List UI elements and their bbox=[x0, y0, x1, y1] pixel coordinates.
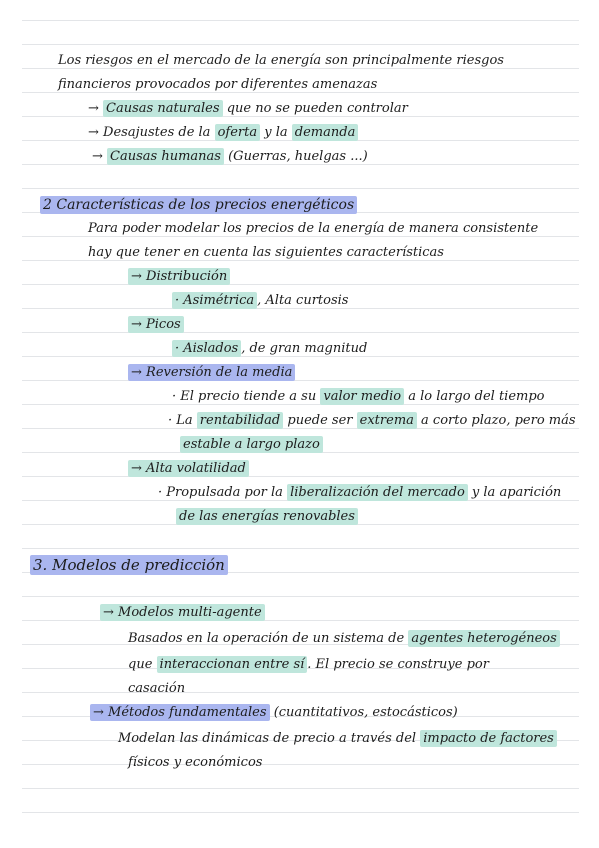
multi-agente-label-text: → Modelos multi-agente bbox=[100, 604, 265, 621]
highlight-valor-medio: valor medio bbox=[320, 388, 404, 405]
highlight-causas-humanas: Causas humanas bbox=[107, 148, 224, 165]
reversion-line-2 bbox=[168, 412, 576, 430]
volatilidad-label-text: → Alta volatilidad bbox=[128, 460, 249, 477]
ruled-line bbox=[22, 332, 579, 333]
fundamentales-label-rest: (cuantitativos, estocásticos) bbox=[273, 705, 458, 720]
volatilidad-line-1 bbox=[158, 484, 561, 502]
ruled-line bbox=[22, 476, 579, 477]
risk-human-rest: (Guerras, huelgas ...) bbox=[228, 149, 368, 164]
ruled-line bbox=[22, 548, 579, 549]
multi-l2-pre: que bbox=[128, 657, 153, 672]
section-3-heading bbox=[30, 556, 228, 574]
volatilidad-l1-post: y la aparición bbox=[471, 485, 562, 500]
reversion-label-text: → Reversión de la media bbox=[128, 364, 295, 381]
risk-desajustes-mid: y la bbox=[264, 125, 288, 140]
reversion-l2-mid: puede ser bbox=[287, 413, 353, 428]
risk-human bbox=[92, 148, 368, 166]
reversion-l1-pre: · El precio tiende a su bbox=[172, 389, 317, 404]
highlight-oferta: oferta bbox=[215, 124, 261, 141]
highlight-rentabilidad: rentabilidad bbox=[197, 412, 283, 429]
highlight-interaccionan: interaccionan entre sí bbox=[157, 656, 308, 673]
section-2-heading bbox=[40, 196, 357, 214]
ruled-line bbox=[22, 788, 579, 789]
picos-label bbox=[128, 316, 184, 334]
distribucion-detail bbox=[172, 292, 348, 310]
highlight-demanda: demanda bbox=[292, 124, 359, 141]
picos-detail-rest: , de gran magnitud bbox=[241, 341, 368, 356]
intro-line-2: financieros provocados por diferentes amenazas bbox=[58, 77, 378, 92]
reversion-l1-post: a lo largo del tiempo bbox=[408, 389, 545, 404]
reversion-line-3 bbox=[180, 436, 323, 454]
risk-desajustes bbox=[88, 124, 358, 142]
risk-natural-rest: que no se pueden controlar bbox=[226, 101, 408, 116]
distribucion-detail-rest: , Alta curtosis bbox=[257, 293, 349, 308]
fundamentales-l1-pre: Modelan las dinámicas de precio a través del bbox=[118, 731, 417, 746]
multi-agente-line-2 bbox=[128, 656, 489, 674]
distribucion-label-text: → Distribución bbox=[128, 268, 230, 285]
highlight-asimetrica: · Asimétrica bbox=[172, 292, 257, 309]
multi-agente-label bbox=[100, 604, 265, 622]
reversion-l2-post: a corto plazo, pero más bbox=[421, 413, 576, 428]
ruled-line bbox=[22, 284, 579, 285]
volatilidad-line-2 bbox=[176, 508, 358, 526]
highlight-impacto-factores: impacto de factores bbox=[420, 730, 557, 747]
ruled-line bbox=[22, 380, 579, 381]
fundamentales-label bbox=[90, 704, 458, 722]
intro-line-1: Los riesgos en el mercado de la energía son principalmente riesgos bbox=[58, 53, 504, 68]
fundamentales-label-text: → Métodos fundamentales bbox=[90, 704, 270, 721]
picos-label-text: → Picos bbox=[128, 316, 184, 333]
ruled-line bbox=[22, 44, 579, 45]
highlight-extrema: extrema bbox=[357, 412, 417, 429]
reversion-line-1 bbox=[172, 388, 545, 406]
ruled-line bbox=[22, 812, 579, 813]
distribucion-label bbox=[128, 268, 230, 286]
fundamentales-line-1 bbox=[118, 730, 557, 748]
ruled-line bbox=[22, 20, 579, 21]
highlight-estable: estable a largo plazo bbox=[180, 436, 323, 453]
multi-l1-pre: Basados en la operación de un sistema de bbox=[128, 631, 405, 646]
volatilidad-l1-pre: · Propulsada por la bbox=[158, 485, 283, 500]
picos-detail bbox=[172, 340, 367, 358]
arrow-icon: → bbox=[92, 149, 103, 164]
arrow-icon: → bbox=[88, 101, 99, 116]
fundamentales-line-2: físicos y económicos bbox=[128, 755, 263, 770]
multi-agente-line-1 bbox=[128, 630, 560, 648]
section-2-intro-2: hay que tener en cuenta las siguientes características bbox=[88, 245, 444, 260]
risk-natural bbox=[88, 100, 408, 118]
risk-desajustes-text: Desajustes de la bbox=[103, 125, 211, 140]
reversion-label bbox=[128, 364, 295, 382]
section-2-title: 2 Características de los precios energéticos bbox=[40, 196, 357, 214]
arrow-icon: → bbox=[88, 125, 99, 140]
multi-agente-line-3: casación bbox=[128, 681, 186, 696]
highlight-renovables: de las energías renovables bbox=[176, 508, 358, 525]
ruled-line bbox=[22, 764, 579, 765]
highlight-aislados: · Aislados bbox=[172, 340, 241, 357]
volatilidad-label bbox=[128, 460, 249, 478]
ruled-line bbox=[22, 692, 579, 693]
reversion-l2-pre: · La bbox=[168, 413, 193, 428]
highlight-causas-naturales: Causas naturales bbox=[103, 100, 223, 117]
section-3-title: 3. Modelos de predicción bbox=[30, 555, 228, 575]
ruled-line bbox=[22, 596, 579, 597]
highlight-agentes-heterogeneos: agentes heterogéneos bbox=[408, 630, 559, 647]
multi-l2-post: . El precio se construye por bbox=[307, 657, 489, 672]
section-2-intro-1: Para poder modelar los precios de la energía de manera consistente bbox=[88, 221, 539, 236]
ruled-line bbox=[22, 188, 579, 189]
highlight-liberalizacion: liberalización del mercado bbox=[287, 484, 468, 501]
